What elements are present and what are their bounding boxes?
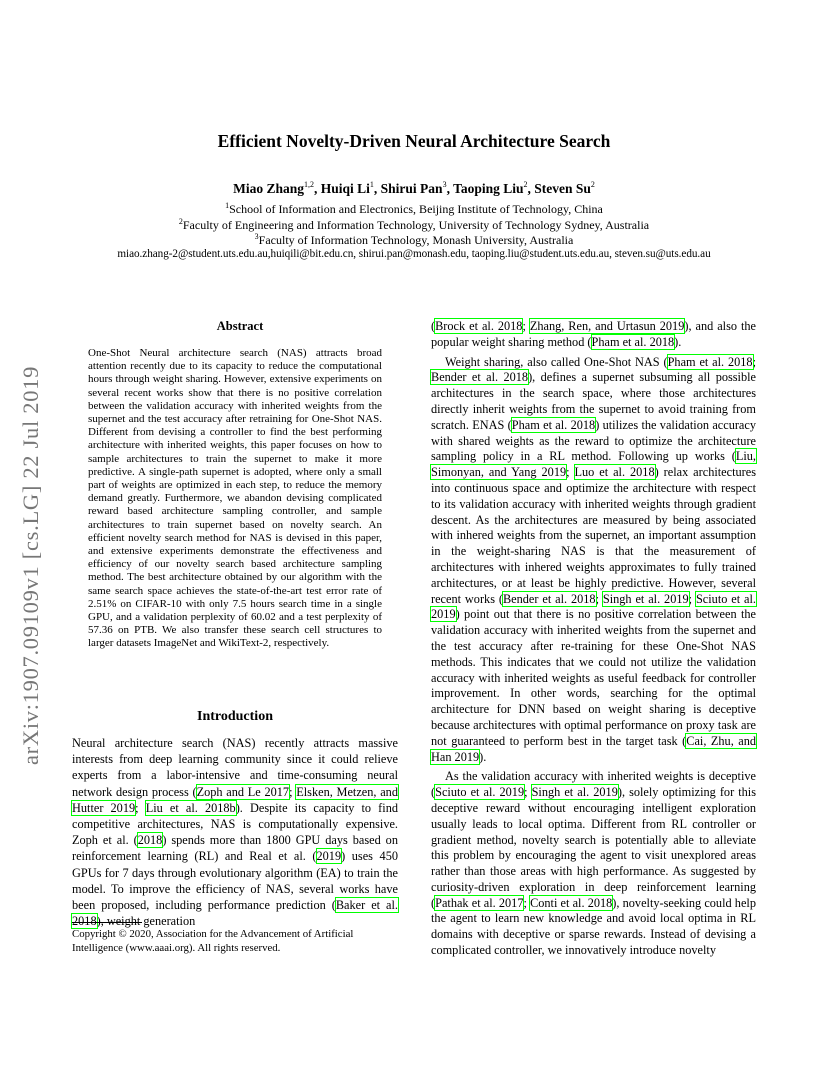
text-run: ; [752,354,756,369]
paragraph [431,769,756,959]
affil-text: Faculty of Engineering and Information Technology, University of Technology Sydney, Australia [182,218,650,232]
text-run: ), novelty-seeking could help the agent to learn new knowledge and avoid local optima in RL domains with deceptive or sparse rewards. Instead of devising a complicated controller, we innovatively introduce novelty [431,895,756,958]
arxiv-stamp-text: arXiv:1907.09109v1 [cs.LG] 22 Jul 2019 [18,365,43,765]
footnote-rule [72,922,142,923]
citation-link[interactable]: 2018 [137,833,163,848]
citation-link[interactable]: Zhang, Ren, and Urtasun 2019 [529,319,685,333]
text-run: ), defines a supernet subsuming all possible architectures in the search space, where those architectures directly inherit weights from the supernet to avoid training from scratch. ENAS ( [431,370,756,432]
affiliation-3 [0,233,828,248]
author-affil-mark: 1,2 [304,180,314,189]
citation-link[interactable]: Bender et al. 2018 [431,370,529,385]
text-run: As the validation accuracy with inherited weights is deceptive ( [431,769,756,800]
copyright-footnote: Copyright © 2020, Association for the Advancement of Artificial Intelligence (www.aaai.org). All rights reserved. [72,928,354,954]
author-emails: miao.zhang-2@student.uts.edu.au,huiqili@bit.edu.cn, shirui.pan@monash.edu, taoping.liu@student.uts.edu.au, steven.su@uts.edu.au [117,248,711,260]
citation-link[interactable]: Baker et al. 2018 [72,898,399,929]
text-run: ; [289,784,297,799]
paragraph: (Brock et al. 2018; Zhang, Ren, and Urtasun 2019), and also the popular weight sharing method (Pham et al. 2018). [431,319,756,349]
citation-link[interactable]: Pham et al. 2018 [591,334,675,349]
text-run: ; [595,591,603,606]
affil-mark: 1 [225,201,230,210]
paper-title: Efficient Novelty-Driven Neural Architecture Search [217,131,611,151]
citation-link[interactable]: Luo et al. 2018 [574,465,655,480]
citation-link[interactable]: Liu, Simonyan, and Yang 2019 [431,449,756,480]
text-run: ) point out that there is no positive correlation between the validation accuracy with inherited weights from the supernet and the test accuracy after re-training for these One-Shot NAS methods. This indicates that we could not utilize the validation accuracy with inherited weights as useful feedback for controller improvement. In other words, searching for the optimal architecture for DNN based on weight sharing is deceptive because architectures with optimal performance on proxy task are not guaranteed to perform best in the target task ( [431,607,756,748]
introduction-heading: Introduction [197,709,273,724]
citation-link[interactable]: Brock et al. 2018 [435,319,523,333]
arxiv-stamp [16,295,50,765]
text-run: ; [524,785,532,800]
abstract-text: One-Shot Neural architecture search (NAS) attracts broad attention recently due to its capacity to reduce the computational hours through weight sharing. However, extensive experiments on several recent works show that there is no positive correlation between the validation accuracy with inherited weights from the supernet and the test accuracy after retraining for One-Shot NAS. Different from devising a controller to find the best performing architecture with inherited weights, this paper focuses on how to sample architectures to train the supernet to make it more predictive. A single-path supernet is adopted, where only a small part of weights are optimized in each step, to reduce the memory demand greatly. Furthermore, we abandon devising complicated reward based architecture sampling controller, and sample architectures to train supernet based on novelty search. An efficient novelty search method for NAS is devised in this paper, and extensive experiments demonstrate the effectiveness and efficiency of our novelty search based architecture sampling method. The best architecture obtained by our algorithm with the same search space achieves the state-of-the-art test error rate of 2.51% on CIFAR-10 with only 7.5 hours search time in a single GPU, and a validation perplexity of 60.02 and a test perplexity of 57.36 on PTB. We also transfer these search cell structures to larger datasets ImageNet and WikiText-2, respectively. [88,347,382,650]
citation-link[interactable]: Zoph and Le 2017 [196,784,290,799]
author-name: Huiqi Li [320,181,370,196]
text-run: ; [522,319,530,333]
text-run: ) relax architectures into continuous space and optimize the architecture with respect to its validation accuracy with inherited weights through gradient descent. As the architectures are measured by being associated with inhered weights from the supernet, an important assumption in the weight-sharing NAS is that the measurement of architectures with inhered weights approximates to fully trained architectures, or at least be highly predictive. However, several recent works ( [431,465,756,606]
author-affil-mark: 2 [590,180,595,189]
author-affil-mark: 2 [523,180,528,189]
author-list: Miao Zhang$^{1,2}$, Huiqi Li$^1$, Shirui Pan$^3$, Taoping Liu$^2$, Steven Su$^2$ [233,180,595,196]
introduction-paragraph [72,735,398,929]
affil-text: Faculty of Information Technology, Monash University, Australia [258,233,574,247]
right-column [431,319,756,959]
text-run: ), solely optimizing for this deceptive reward without encouraging intelligent exploration usually leads to local optima. Different from RL controller or gradient method, novelty search is potentially able to alleviate this problem by encouraging the agent to visit unexplored areas rather than those areas with high performance. As suggested by curiosity-driven exploration in deep reinforcement learning ( [431,785,756,910]
text-run: ; [135,800,146,815]
text-run: ) spends more than 1800 GPU days based on reinforcement learning (RL) and Real et al. ( [72,833,398,864]
citation-link[interactable]: Elsken, Metzen, and Hutter 2019 [72,784,398,815]
citation-link[interactable]: Pham et al. 2018 [667,354,753,369]
text-run: ), and also the popular weight sharing method ( [431,319,756,349]
author-name: Steven Su [534,181,591,196]
affil-text: School of Information and Electronics, Beijing Institute of Technology, China [229,202,603,216]
citation-link[interactable]: Sciuto et al. 2019 [435,785,525,800]
text-run: ) uses 450 GPUs for 7 days through evolutionary algorithm (EA) to train the model. To improve the efficiency of NAS, several works have been proposed, including performance prediction ( [72,849,398,913]
citation-link[interactable]: Singh et al. 2019 [602,591,689,606]
citation-link[interactable]: Pathak et al. 2017 [435,895,524,910]
text-run: ; [566,465,575,480]
paragraph [431,355,756,766]
text-run: ; [688,591,696,606]
citation-link[interactable]: Bender et al. 2018 [502,591,596,606]
text-run: Neural architecture search (NAS) recently attracts massive interests from deep learning community since it could relieve experts from a labor-intensive and time-consuming neural network design process ( [72,736,398,799]
author-name: Shirui Pan [380,181,443,196]
text-run: ; [523,895,531,910]
text-run: ), weight generation [96,914,196,929]
affil-mark: 3 [254,232,259,241]
citation-link[interactable]: Sciuto et al. 2019 [431,591,756,622]
citation-link[interactable]: Cai, Zhu, and Han 2019 [431,733,757,764]
abstract-heading: Abstract [216,319,264,333]
affiliation-1 [0,202,828,217]
text-run: ) utilizes the validation accuracy with shared weights as the reward to optimize the architecture sampling policy in a RL method. Following up works ( [431,417,756,464]
citation-link[interactable]: Singh et al. 2019 [531,785,618,800]
text-run: Weight sharing, also called One-Shot NAS ( [445,354,668,369]
citation-link[interactable]: Pham et al. 2018 [511,417,596,432]
affil-mark: 2 [178,217,183,226]
citation-link[interactable]: Conti et al. 2018 [530,895,613,910]
author-name: Taoping Liu [453,181,524,196]
citation-link[interactable]: Liu et al. 2018b [145,800,236,815]
text-run: ). Despite its capacity to find competitive architectures, NAS is computationally expensive. Zoph et al. ( [72,800,398,848]
author-name: Miao Zhang [233,181,304,196]
author-affil-mark: 3 [442,180,447,189]
text-run: ). [479,749,487,764]
author-affil-mark: 1 [369,180,374,189]
affiliation-2 [0,218,828,233]
citation-link[interactable]: 2019 [316,849,342,864]
text-run: ). [674,334,682,349]
